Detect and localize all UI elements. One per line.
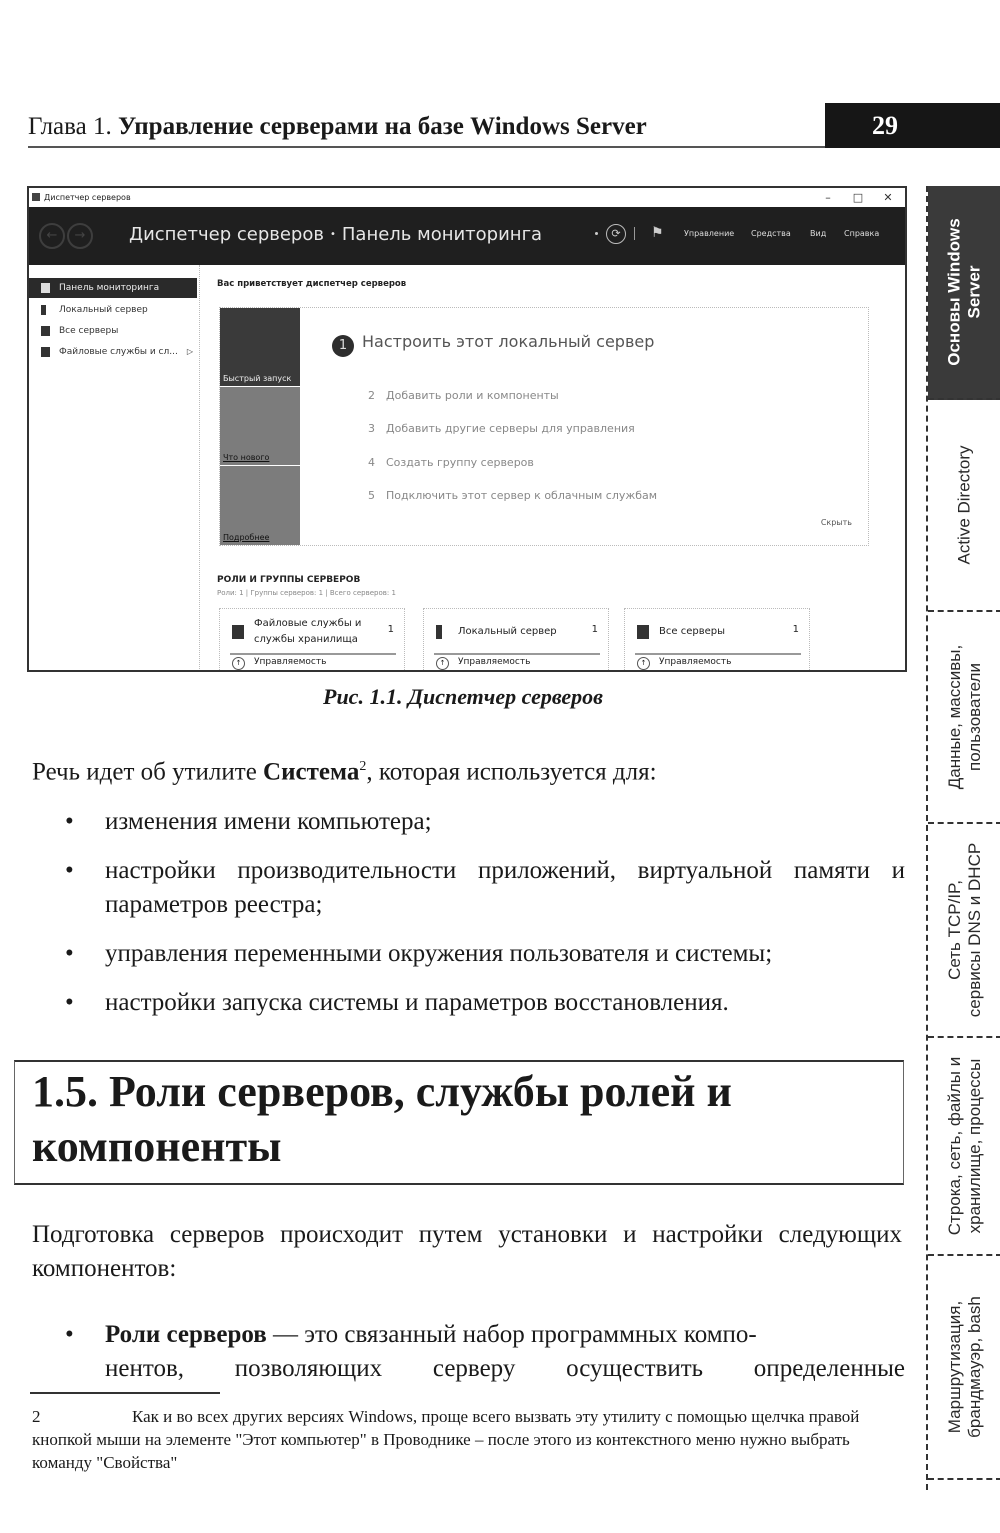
chapter-tabs <box>926 186 1000 1490</box>
card-name: Все серверы <box>659 626 725 637</box>
definition: нентов, позволяющих серверу осуществить определенные <box>105 1355 905 1382</box>
tile-label: Подробнее <box>223 533 270 542</box>
card-divider <box>434 653 600 655</box>
menu-tools[interactable]: Средства <box>751 229 791 238</box>
dashboard-icon <box>41 283 50 293</box>
role-card-all-servers[interactable] <box>624 608 810 672</box>
roles-section-title: РОЛИ И ГРУППЫ СЕРВЕРОВ <box>217 575 361 585</box>
step-number: 3 <box>368 422 375 435</box>
list-item <box>105 1318 905 1386</box>
tab-label: пользователи <box>965 663 985 771</box>
sidebar-item-label: Файловые службы и сл... <box>59 347 178 357</box>
welcome-title: Вас приветствует диспетчер серверов <box>217 279 407 289</box>
sidebar-item-local-server[interactable] <box>29 300 197 320</box>
toolbar-divider <box>634 227 635 240</box>
notifications-flag-icon[interactable]: ⚑ <box>651 225 664 241</box>
card-divider <box>635 653 801 655</box>
tab-active-directory <box>928 400 1000 612</box>
tab-label: Основы Windows <box>945 218 965 366</box>
card-count: 1 <box>591 624 598 635</box>
tile-label: Что нового <box>223 453 270 462</box>
sidebar-item-label: Локальный сервер <box>59 305 148 315</box>
menu-help[interactable]: Справка <box>844 229 880 238</box>
server-icon <box>436 625 442 639</box>
sidebar-item-label: Панель мониторинга <box>59 283 160 293</box>
maximize-button[interactable]: □ <box>852 191 864 204</box>
step-number: 5 <box>368 489 375 502</box>
section-title: 1.5. Роли серверов, службы ролей и компоненты <box>32 1067 732 1171</box>
hide-link[interactable]: Скрыть <box>820 518 852 527</box>
roles-summary: Роли: 1 | Группы серверов: 1 | Всего серверов: 1 <box>217 589 396 597</box>
tile-quick-start[interactable] <box>220 308 300 386</box>
intro-text: Речь идет об утилите <box>32 758 264 786</box>
step-number: 2 <box>368 389 375 402</box>
menu-manage[interactable]: Управление <box>684 229 735 238</box>
servers-icon <box>41 326 50 336</box>
dropdown-dot-icon <box>595 232 598 235</box>
header-rule <box>28 146 828 148</box>
card-count: 1 <box>792 624 799 635</box>
step-label: Создать группу серверов <box>386 456 534 469</box>
card-name: Файловые службы и <box>254 618 362 629</box>
card-divider <box>230 653 396 655</box>
list-item: • настройки производительности приложений, виртуальной памяти и параметров реестра; <box>60 854 905 922</box>
step-label: Добавить другие серверы для управления <box>386 422 635 435</box>
footnote-number: 2 <box>32 1407 41 1426</box>
role-card-local-server[interactable] <box>423 608 609 672</box>
tab-label: Строка, сеть, файлы и <box>945 1056 964 1236</box>
tab-label: Server <box>965 265 985 319</box>
page-number: 29 <box>825 103 1000 148</box>
definition: — это связанный набор программных компо- <box>266 1321 757 1348</box>
tab-routing-firewall-bash <box>928 1256 1000 1480</box>
step-add-roles[interactable] <box>368 389 559 402</box>
step-configure-local-server[interactable] <box>332 332 654 357</box>
sidebar-item-file-services[interactable] <box>29 342 197 362</box>
figure-caption: Рис. 1.1. Диспетчер серверов <box>323 684 603 709</box>
forward-arrow-icon[interactable]: → <box>67 223 93 249</box>
tab-data-arrays-users <box>928 612 1000 824</box>
footnote <box>32 1405 912 1474</box>
step-number-badge: 1 <box>332 335 354 357</box>
refresh-icon[interactable]: ⟳ <box>606 224 626 244</box>
footnote-ref: 2 <box>359 759 367 774</box>
running-header <box>28 110 828 144</box>
breadcrumb <box>129 221 542 249</box>
step-connect-cloud[interactable] <box>368 489 657 502</box>
sidebar-item-all-servers[interactable] <box>29 321 197 341</box>
file-services-icon <box>41 347 50 357</box>
tile-label: Быстрый запуск <box>223 374 292 383</box>
manageability-icon: ↑ <box>232 657 245 670</box>
step-add-servers[interactable] <box>368 422 635 435</box>
tab-label: Маршрутизация, <box>945 1300 964 1434</box>
footnote-rule <box>30 1392 220 1394</box>
step-label: Подключить этот сервер к облачным службам <box>386 489 658 502</box>
utility-name: Система <box>263 758 360 786</box>
role-card-file-services[interactable] <box>219 608 405 672</box>
step-label: Добавить роли и компоненты <box>386 389 559 402</box>
sidebar-item-dashboard[interactable] <box>29 278 197 298</box>
chapter-prefix: Глава 1. <box>28 113 112 140</box>
tab-label: сервисы DNS и DHCP <box>965 842 985 1018</box>
breadcrumb-current: Панель мониторинга <box>341 224 543 245</box>
tab-label: Данные, массивы, <box>945 644 965 790</box>
list-item: • управления переменными окружения пользователя и системы; <box>60 937 905 971</box>
navigation-sidebar <box>29 265 200 672</box>
tab-shell-network-files <box>928 1038 1000 1256</box>
tab-label: Сеть TCP/IP, <box>945 880 965 980</box>
chapter-title: Управление серверами на базе Windows Server <box>117 113 647 140</box>
minimize-button[interactable]: – <box>825 191 831 204</box>
card-name: Локальный сервер <box>458 626 557 637</box>
usage-list <box>60 805 905 1035</box>
expand-arrow-icon[interactable]: ▷ <box>186 347 193 356</box>
card-status[interactable]: Управляемость <box>254 657 327 667</box>
step-number: 4 <box>368 456 375 469</box>
tile-whats-new[interactable] <box>220 387 300 465</box>
tab-label: брандмауэр, bash <box>965 1296 984 1438</box>
list-item: • настройки запуска системы и параметров восстановления. <box>60 986 905 1020</box>
sidebar-item-label: Все серверы <box>59 326 119 336</box>
card-count: 1 <box>387 624 394 635</box>
footnote-text: Как и во всех других версиях Windows, проще всего вызвать эту утилиту с помощью щелчка правой кнопкой мыши на элементе "Этот компьютер" в Проводнике – после этого из контекстного меню нужно выбрать команду "Свойства" <box>32 1407 860 1472</box>
step-create-group[interactable] <box>368 456 534 469</box>
breadcrumb-root[interactable]: Диспетчер серверов <box>129 224 324 245</box>
file-services-icon <box>232 625 244 639</box>
manageability-icon: ↑ <box>436 657 449 670</box>
step-label: Настроить этот локальный сервер <box>362 332 655 351</box>
term: Роли серверов <box>105 1321 267 1348</box>
tab-label: Active Directory <box>955 445 974 565</box>
card-status[interactable]: Управляемость <box>659 657 732 667</box>
window-title: Диспетчер серверов <box>44 193 131 202</box>
tab-label: хранилище, процессы <box>965 1058 984 1234</box>
servers-icon <box>637 625 649 639</box>
intro-paragraph <box>32 750 912 789</box>
tile-learn-more[interactable] <box>220 466 300 545</box>
quick-start-panel <box>219 307 869 546</box>
components-paragraph: Подготовка серверов происходит путем установки и настройки следующих компонентов: <box>32 1221 902 1282</box>
server-icon <box>41 305 46 315</box>
close-button[interactable]: ✕ <box>883 191 893 204</box>
back-arrow-icon[interactable]: ← <box>39 223 65 249</box>
tab-windows-server-basics <box>928 186 1000 400</box>
card-name: службы хранилища <box>254 634 358 645</box>
list-item: • изменения имени компьютера; <box>60 805 905 839</box>
card-status[interactable]: Управляемость <box>458 657 531 667</box>
header-ribbon <box>29 207 905 265</box>
manageability-icon: ↑ <box>637 657 650 670</box>
menu-view[interactable]: Вид <box>810 229 827 238</box>
server-manager-app-icon <box>32 193 40 201</box>
server-manager-screenshot <box>27 186 907 672</box>
tab-tcpip-dns-dhcp <box>928 824 1000 1038</box>
breadcrumb-separator: • <box>329 229 336 240</box>
intro-text: , которая используется для: <box>366 758 657 786</box>
bullet-icon: • <box>65 1321 74 1348</box>
window-titlebar <box>29 188 905 207</box>
